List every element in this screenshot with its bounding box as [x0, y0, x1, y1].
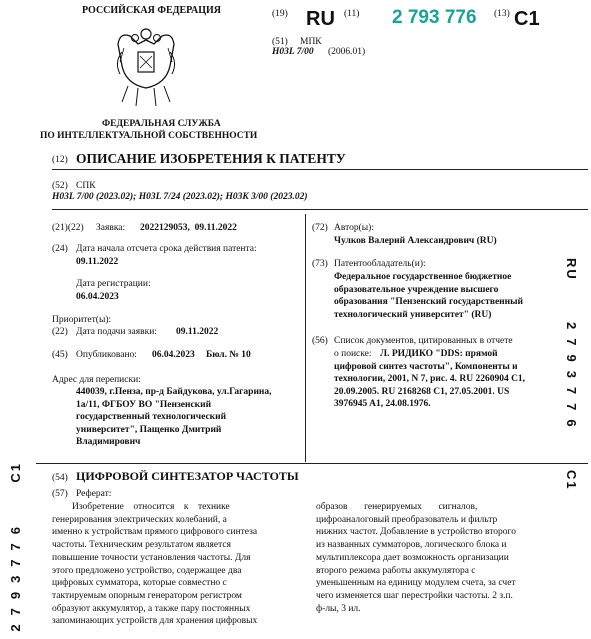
invention-title: ЦИФРОВОЙ СИНТЕЗАТОР ЧАСТОТЫ	[76, 469, 299, 483]
code-13: (13)	[494, 9, 510, 19]
citation-line: 3976945 A1, 24.08.1976.	[334, 399, 431, 409]
application-label: Заявка:	[96, 223, 126, 233]
abstract-line: ф-лы, 3 ил.	[316, 603, 361, 614]
code-73: (73)	[312, 259, 328, 269]
mpk-label: МПК	[300, 37, 322, 47]
column-divider	[305, 214, 306, 462]
abstract-line: уменьшенным на единицу модулем счета, за счет	[316, 578, 516, 589]
published-label: Опубликовано:	[76, 350, 137, 360]
code-57: (57)	[52, 489, 68, 499]
code-72: (72)	[312, 223, 328, 233]
side-left-kind: C1	[8, 462, 23, 483]
abstract-line: образуют аккумулятор, а также пару постоянных	[52, 603, 251, 614]
application-value: 2022129053, 09.11.2022	[140, 223, 237, 233]
citation-line: цифровой синтез частоты", Компоненты и	[334, 361, 518, 372]
code-19: (19)	[272, 9, 288, 19]
coat-of-arms-emblem	[108, 22, 184, 112]
citation-line: технологии, 2001, N 7, рис. 4. RU 2260904 C1,	[334, 374, 526, 384]
abstract-right-column	[316, 501, 548, 615]
start-date-label: Дата начала отсчета срока действия патента:	[76, 244, 257, 254]
kind-code: C1	[514, 8, 540, 30]
side-right-country: RU	[564, 258, 579, 281]
registration-label: Дата регистрации:	[76, 279, 151, 289]
mpk-year: (2006.01)	[328, 47, 366, 57]
title-underline	[52, 169, 588, 170]
authors-value: Чулков Валерий Александрович (RU)	[334, 236, 497, 246]
abstract-line: мультиплексора дает возможность организации	[316, 552, 509, 563]
patent-number: 2 793 776	[392, 7, 477, 28]
citations-block	[334, 361, 525, 411]
side-left-number: 2793776	[8, 518, 23, 632]
citations-label2: о поиске:	[334, 349, 372, 359]
code-51: (51)	[272, 37, 288, 47]
abstract-line: из названных сумматоров, логического блока и	[316, 540, 507, 551]
authors-label: Автор(ы):	[334, 223, 374, 233]
abstract-line: чего изменяется шаг перестройки частоты. 2 з.п.	[316, 590, 513, 601]
priority-label: Приоритет(ы):	[52, 315, 112, 325]
country-name: РОССИЙСКАЯ ФЕДЕРАЦИЯ	[82, 5, 222, 16]
published-value: 06.04.2023	[152, 350, 195, 360]
registration-value: 06.04.2023	[76, 292, 119, 302]
address-line: 1а/11, ФГБОУ ВО "Пензенский	[76, 399, 212, 410]
owner-label: Патентообладатель(и):	[334, 259, 426, 269]
filing-date-label: Дата подачи заявки:	[76, 327, 157, 337]
abstract-left-column	[52, 501, 285, 628]
code-22: (22)	[52, 327, 68, 337]
spk-codes: H03L 7/00 (2023.02); H03L 7/24 (2023.02); H03K 3/00 (2023.02)	[52, 192, 308, 202]
abstract-line: цифроаналоговый преобразователь и фильтр	[316, 514, 498, 525]
agency-name-line2: ПО ИНТЕЛЛЕКТУАЛЬНОЙ СОБСТВЕННОСТИ	[40, 131, 258, 141]
abstract-line: цифровых сумматора, которые совместно с	[52, 578, 227, 589]
abstract-line: частоты. Техническим результатом является	[52, 540, 231, 551]
citation-line: 20.09.2005. RU 2168268 C1, 27.05.2001. US	[334, 386, 510, 397]
code-56: (56)	[312, 336, 328, 346]
abstract-line: второго режима работы аккумулятора с	[316, 565, 476, 576]
document-title: ОПИСАНИЕ ИЗОБРЕТЕНИЯ К ПАТЕНТУ	[76, 151, 346, 166]
spk-divider	[52, 209, 588, 210]
code-21-22: (21)(22)	[52, 223, 84, 233]
owner-block	[334, 271, 523, 321]
spk-label: СПК	[76, 181, 96, 191]
country-code: RU	[306, 8, 335, 30]
address-label: Адрес для переписки:	[52, 375, 141, 385]
abstract-label: Реферат:	[76, 489, 112, 499]
code-24: (24)	[52, 244, 68, 254]
owner-line: технологический университет" (RU)	[334, 309, 492, 320]
abstract-line: этого предложено устройство, содержащее два	[52, 565, 242, 576]
address-block	[76, 386, 272, 449]
bulletin-number: Бюл. № 10	[206, 350, 251, 360]
address-line: 440039, г.Пенза, пр-д Байдукова, ул.Гагарина,	[76, 387, 272, 397]
owner-line: образовательное учреждение высшего	[334, 284, 499, 295]
address-line: Владимирович	[76, 437, 141, 447]
abstract-line: образов генерируемых сигналов,	[316, 502, 478, 512]
citations-label: Список документов, цитированных в отчете	[334, 336, 513, 346]
address-line: государственный технологический	[76, 412, 227, 422]
address-line: университет", Пащенко Дмитрий	[76, 424, 222, 435]
side-right-number: 2793776	[564, 322, 579, 436]
abstract-line: запоминающих устройств для хранения цифровых	[52, 616, 258, 627]
abstract-line: Изобретение относится к технике	[72, 502, 230, 512]
abstract-line: повышение точности установления частоты. Для	[52, 552, 251, 563]
abstract-line: нижних частот. Добавление в устройство второго	[316, 527, 516, 538]
code-12: (12)	[52, 155, 68, 165]
agency-name-line1: ФЕДЕРАЛЬНАЯ СЛУЖБА	[102, 119, 221, 129]
code-45: (45)	[52, 350, 68, 360]
start-date-value: 09.11.2022	[76, 257, 119, 267]
mpk-code: H03L 7/00	[272, 47, 314, 57]
citation-line: Л. РИДИКО "DDS: прямой	[380, 349, 498, 359]
side-right-kind: C1	[564, 470, 579, 491]
code-54: (54)	[52, 473, 68, 483]
spk-code-number: (52)	[52, 181, 68, 191]
owner-line: образования "Пензенский государственный	[334, 297, 524, 307]
section-divider	[36, 463, 588, 464]
code-11: (11)	[344, 9, 360, 19]
filing-date-value: 09.11.2022	[176, 327, 219, 337]
abstract-line: именно к устройствам прямого цифрового синтеза	[52, 527, 258, 538]
abstract-line: тактируемым опорным генератором регистром	[52, 590, 242, 601]
abstract-line: генерирования электрических колебаний, а	[52, 514, 227, 525]
owner-line: Федеральное государственное бюджетное	[334, 272, 512, 282]
